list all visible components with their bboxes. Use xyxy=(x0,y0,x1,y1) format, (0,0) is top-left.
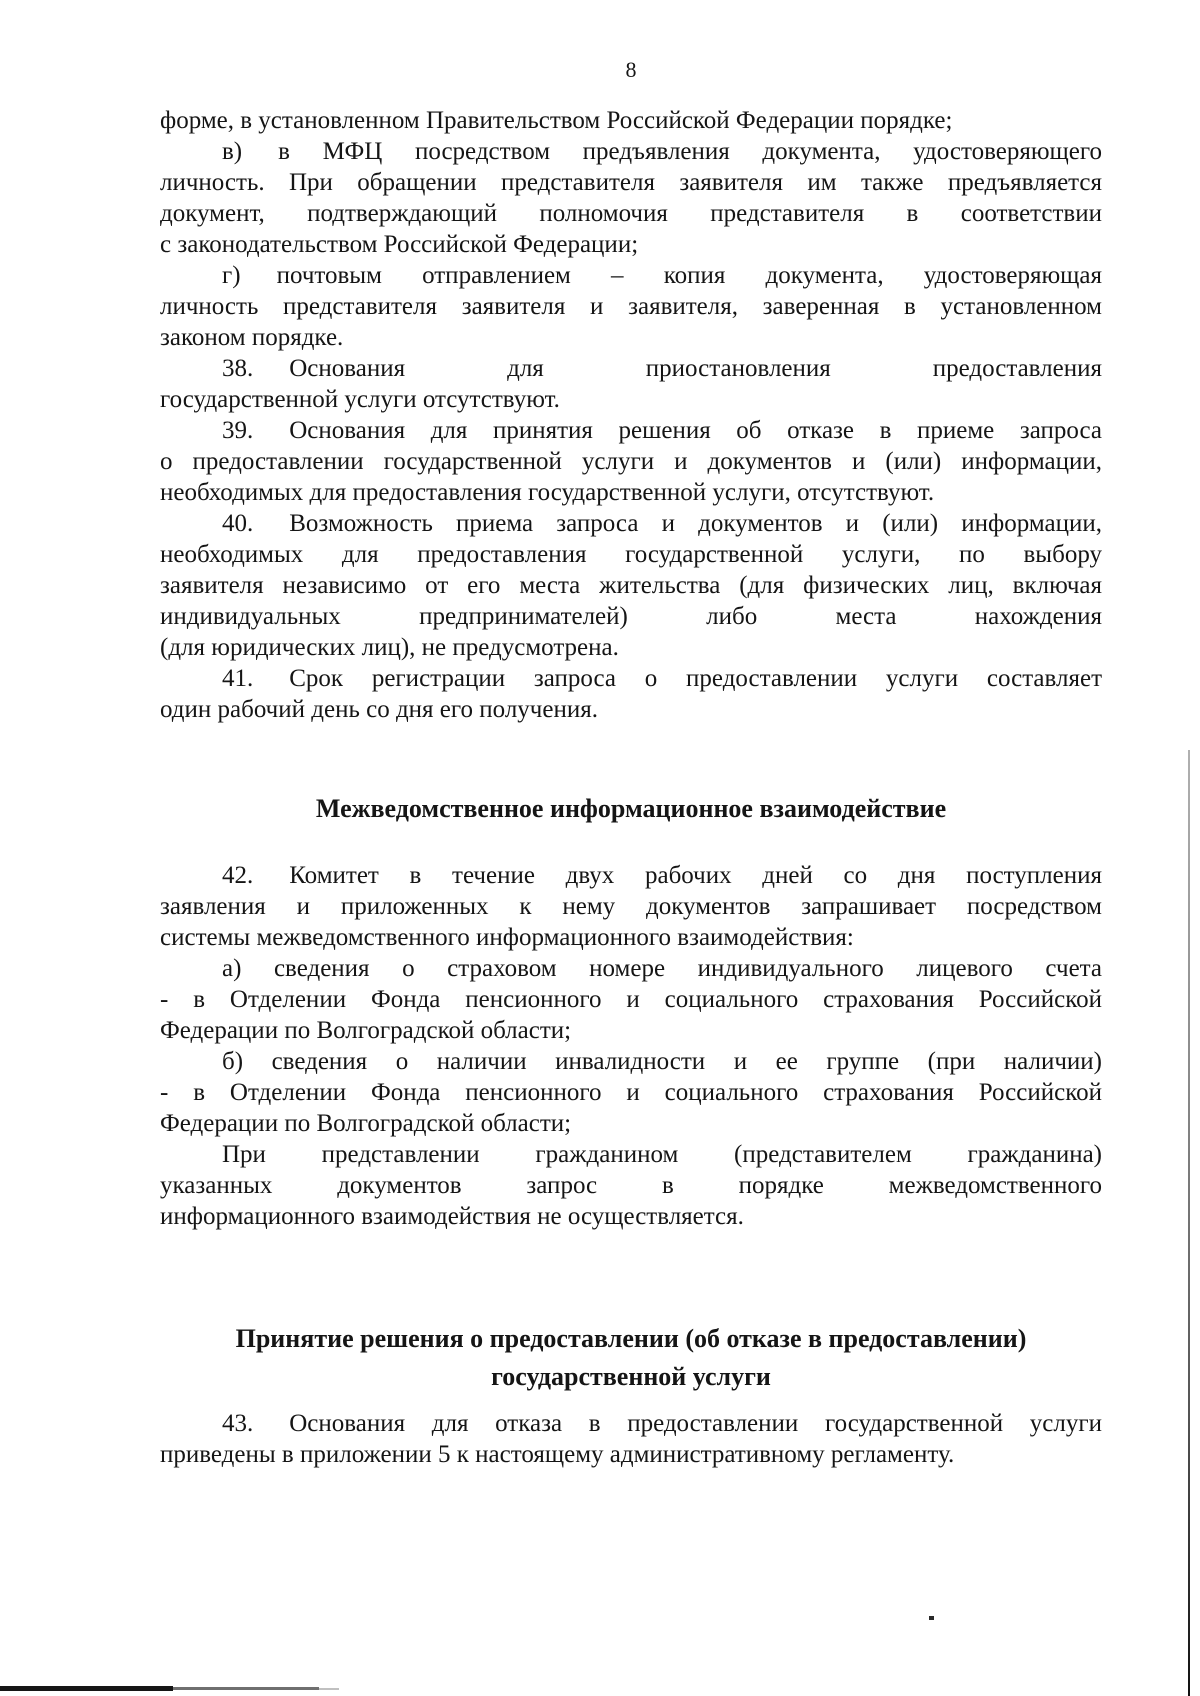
text-line: 43. Основания для отказа в предоставлении государственной услуги xyxy=(222,1410,1102,1437)
text-line: б) сведения о наличии инвалидности и ее группе (при наличии) xyxy=(222,1048,1102,1075)
scan-artifact-speck xyxy=(929,1616,934,1620)
document-content xyxy=(160,105,1102,1470)
scan-artifact-bottom-bar-dark xyxy=(0,1686,173,1691)
text-line: личность представителя заявителя и заявителя, заверенная в установленном xyxy=(160,293,1102,320)
text-line: индивидуальных предпринимателей) либо места нахождения xyxy=(160,603,1102,630)
text-line: законом порядке. xyxy=(160,324,344,351)
text-line: 38. Основания для приостановления предоставления xyxy=(222,355,1102,382)
text-line: личность. При обращении представителя заявителя им также предъявляется xyxy=(160,169,1102,196)
text-line: 39. Основания для принятия решения об отказе в приеме запроса xyxy=(222,417,1102,444)
heading-decision xyxy=(160,1320,1102,1396)
text-line: 42. Комитет в течение двух рабочих дней со дня поступления xyxy=(222,862,1102,889)
text-line: документ, подтверждающий полномочия представителя в соответствии xyxy=(160,200,1102,227)
text-line: с законодательством Российской Федерации; xyxy=(160,231,639,258)
scan-artifact-bottom-bar-gray xyxy=(173,1687,319,1690)
text-line: заявления и приложенных к нему документов запрашивает посредством xyxy=(160,893,1102,920)
text-line: форме, в установленном Правительством Российской Федерации порядке; xyxy=(160,107,953,134)
heading-line: Принятие решения о предоставлении (об отказе в предоставлении) xyxy=(235,1324,1027,1353)
text-line: приведены в приложении 5 к настоящему административному регламенту. xyxy=(160,1441,955,1468)
text-line: информационного взаимодействия не осуществляется. xyxy=(160,1203,744,1230)
text-line: При представлении гражданином (представителем гражданина) xyxy=(222,1141,1102,1168)
body-block-bottom xyxy=(160,1408,1102,1470)
text-line: 40. Возможность приема запроса и документов и (или) информации, xyxy=(222,510,1102,537)
text-line: необходимых для предоставления государственной услуги, отсутствуют. xyxy=(160,479,935,506)
scan-artifact-bottom-bar-light xyxy=(319,1688,339,1690)
text-line: государственной услуги отсутствуют. xyxy=(160,386,560,413)
text-line: а) сведения о страховом номере индивидуального лицевого счета xyxy=(222,955,1102,982)
text-line: - в Отделении Фонда пенсионного и социального страхования Российской xyxy=(160,986,1102,1013)
text-line: системы межведомственного информационного взаимодействия: xyxy=(160,924,854,951)
heading-line: государственной услуги xyxy=(491,1362,771,1391)
text-line: г) почтовым отправлением – копия документа, удостоверяющая xyxy=(222,262,1102,289)
text-line: необходимых для предоставления государственной услуги, по выбору xyxy=(160,541,1102,568)
text-line: заявителя независимо от его места жительства (для физических лиц, включая xyxy=(160,572,1102,599)
heading-line: Межведомственное информационное взаимодействие xyxy=(315,794,947,823)
text-line: (для юридических лиц), не предусмотрена. xyxy=(160,634,619,661)
body-block-top xyxy=(160,105,1102,725)
text-line: о предоставлении государственной услуги и документов и (или) информации, xyxy=(160,448,1102,475)
text-line: 41. Срок регистрации запроса о предоставлении услуги составляет xyxy=(222,665,1102,692)
scan-artifact-vertical-line xyxy=(1188,750,1190,1696)
text-line: Федерации по Волгоградской области; xyxy=(160,1110,572,1137)
page-number: 8 xyxy=(625,57,637,82)
heading-interagency xyxy=(160,790,1102,828)
body-block-middle xyxy=(160,860,1102,1232)
text-line: в) в МФЦ посредством предъявления документа, удостоверяющего xyxy=(222,138,1102,165)
text-line: указанных документов запрос в порядке межведомственного xyxy=(160,1172,1102,1199)
text-line: Федерации по Волгоградской области; xyxy=(160,1017,572,1044)
text-line: - в Отделении Фонда пенсионного и социального страхования Российской xyxy=(160,1079,1102,1106)
text-line: один рабочий день со дня его получения. xyxy=(160,696,598,723)
